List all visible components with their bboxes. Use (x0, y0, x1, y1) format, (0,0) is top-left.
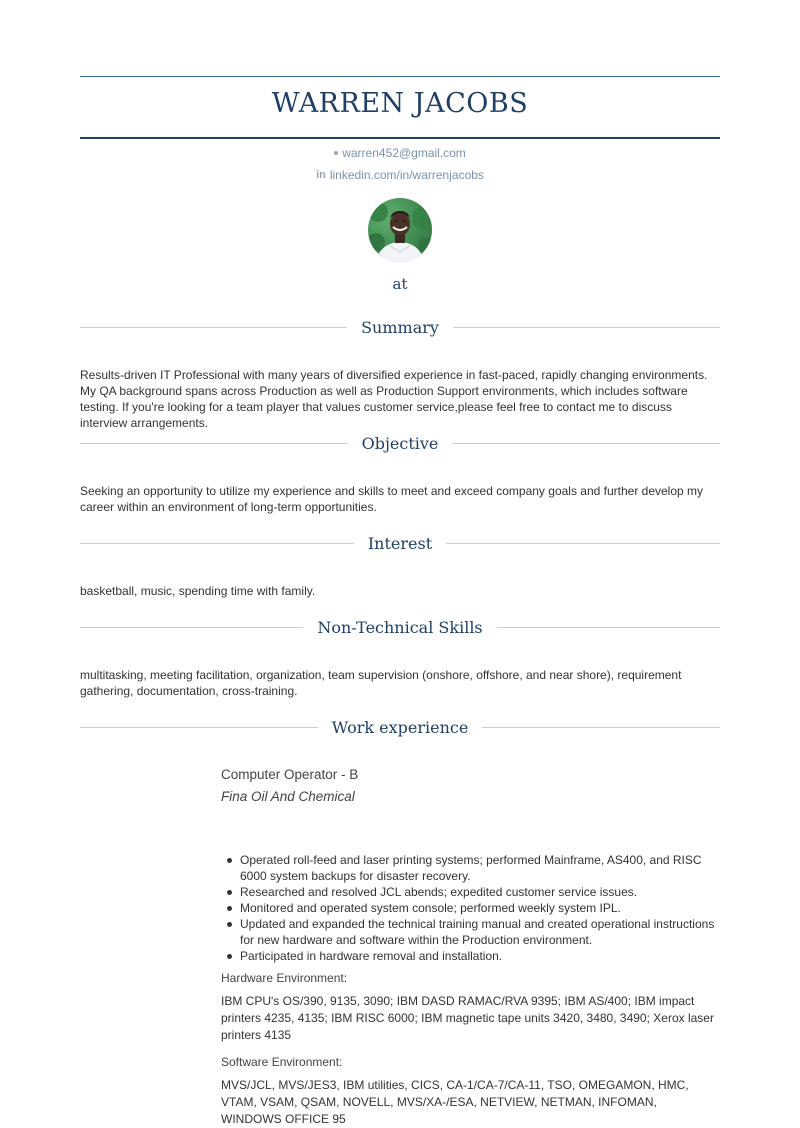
section-rule-right (452, 443, 720, 444)
section-header-work (80, 716, 720, 738)
section-title-objective: Objective (361, 433, 439, 453)
avatar (368, 198, 432, 262)
job-bullets (221, 852, 720, 964)
objective-text: Seeking an opportunity to utilize my experience and skills to meet and exceed company goals and further develop my career within an environment of long-term opportunities. (80, 484, 704, 514)
section-rule-left (80, 327, 347, 328)
list-item: Researched and resolved JCL abends; expedited customer service issues. (221, 884, 720, 900)
linkedin-icon: in (316, 168, 326, 181)
section-rule-left (80, 443, 348, 444)
list-item: Participated in hardware removal and installation. (221, 948, 720, 964)
hardware-label: Hardware Environment: (221, 971, 348, 985)
software-label: Software Environment: (221, 1055, 343, 1069)
section-rule-right (497, 627, 720, 628)
section-header-objective (80, 432, 720, 454)
dot-icon (334, 151, 338, 155)
section-header-interest (80, 532, 720, 554)
section-title-work: Work experience (331, 717, 469, 737)
list-item: Monitored and operated system console; performed weekly system IPL. (221, 900, 720, 916)
job-company: Fina Oil And Chemical (221, 789, 355, 804)
skills-text: multitasking, meeting facilitation, organization, team supervision (onshore, offshore, and near shore), requirement gathering, documentation, cross-training. (80, 668, 682, 698)
headline: at (392, 275, 408, 293)
list-item: Operated roll-feed and laser printing systems; performed Mainframe, AS400, and RISC 6000 system backups for disaster recovery. (221, 852, 720, 884)
hardware-text: IBM CPU's OS/390, 9135, 3090; IBM DASD RAMAC/RVA 9395; IBM AS/400; IBM impact printers 4235, 4135; IBM RISC 6000; IBM magnetic tape units 3420, 3480, 3490; Xerox laser printers 4135 (221, 994, 714, 1042)
name-rule (80, 137, 720, 139)
linkedin-contact[interactable] (80, 168, 720, 182)
section-rule-right (446, 543, 720, 544)
software-text: MVS/JCL, MVS/JES3, IBM utilities, CICS, CA-1/CA-7/CA-11, TSO, OMEGAMON, HMC, VTAM, VSAM, QSAM, NOVELL, MVS/XA-/ESA, NETVIEW, NETMAN, INFOMAN, WINDOWS OFFICE 95 (221, 1078, 689, 1126)
section-title-summary: Summary (361, 317, 439, 337)
summary-text: Results-driven IT Professional with many years of diversified experience in fast-paced, rapidly changing environments. My QA background spans across Production as well as Production Support environments, which includes software testing. If you're looking for a team player that values customer service,please feel free to contact me to discuss interview arrangements. (80, 368, 708, 430)
interest-text: basketball, music, spending time with family. (80, 584, 316, 598)
section-header-skills (80, 616, 720, 638)
email-link[interactable]: warren452@gmail.com (342, 146, 466, 160)
section-title-interest: Interest (367, 533, 433, 553)
section-rule-left (80, 627, 303, 628)
section-rule-right (482, 727, 720, 728)
job-title: Computer Operator - B (221, 767, 359, 782)
section-rule-right (453, 327, 720, 328)
section-rule-left (80, 727, 318, 728)
candidate-name: WARREN JACOBS (271, 88, 529, 119)
section-title-skills: Non-Technical Skills (317, 617, 483, 637)
list-item: Updated and expanded the technical training manual and created operational instructions for new hardware and software within the Production environment. (221, 916, 720, 948)
linkedin-link[interactable]: linkedin.com/in/warrenjacobs (329, 168, 484, 182)
email-contact[interactable] (80, 146, 720, 160)
section-rule-left (80, 543, 354, 544)
section-header-summary (80, 316, 720, 338)
top-rule (80, 76, 720, 77)
